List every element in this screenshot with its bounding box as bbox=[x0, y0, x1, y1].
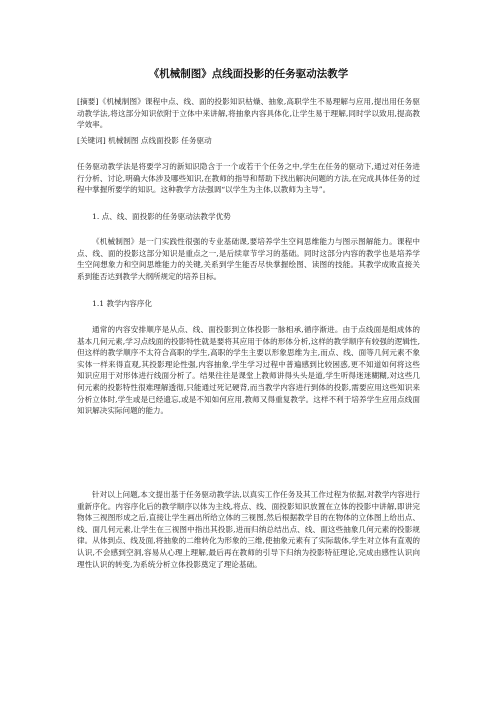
abstract: [摘要]《机械制图》课程中点、线、面的投影知识枯燥、抽象,高职学生不易理解与应用,提出用任务驱动教学法,将这部分知识依附于立体中来讲解,将抽象内容具体化,让学生易于理解,同时学以致用,提高教学效率。 bbox=[77, 97, 420, 130]
document-title: 《机械制图》点线面投影的任务驱动法教学 bbox=[148, 68, 349, 80]
section-paragraph: 《机械制图》是一门实践性很强的专业基础课,要培养学生空间思维能力与图示图解能力。课程中点、线、面的投影这部分知识是重点之一,是后续章节学习的基础。同时这部分内容的教学也是培养学生空间想象力和空间思维能力的关键,关系到学生能否尽快掌握绘图、读图的技能。其教学成败直接关系到能否达到教学大纲所规定的培养目标。 bbox=[77, 237, 420, 281]
subsection-heading: 1.1 教学内容序化 bbox=[92, 299, 153, 308]
subsection-paragraph-2: 针对以上问题,本文提出基于任务驱动教学法,以真实工作任务及其工作过程为依据,对教学内容进行重新序化。内容序化后的教学顺序以体为主线,将点、线、面投影知识放置在立体的投影中讲解,即讲完物体三视图形成之后,直接让学生画出所给立体的三视图,然后根据教学目的在物体的立体图上给出点、线、面几何元素,让学生在三视图中指出其投影,进而归纳总结出点、线、面这些抽象几何元素的投影规律。从体到点、线及面,将抽象的二维转化为形象的三维,使抽象元素有了实际载体,学生对立体有直观的认识,不会感到空洞,容易从心理上理解,最后再在教师的引导下归纳为投影特征理论,完成由感性认识向理性认识的转变,为系统分析立体投影奠定了理论基础。 bbox=[77, 490, 420, 569]
keywords: [关键词] 机械制图 点线面投影 任务驱动 bbox=[77, 136, 212, 145]
subsection-paragraph-1: 通常的内容安排顺序是从点、线、面投影到立体投影一脉相承,循序渐进。由于点线面是组成体的基本几何元素,学习点线面的投影特性就是要将其应用于体的形体分析,这样的教学顺序有较强的逻辑性,但这样的教学顺序不太符合高职的学生,高职的学生主要以形象思维为主,而点、线、面等几何元素不象实体一样来得直观,其投影理论性强,内容抽象,学生学习过程中普遍感到比较困惑,更不知道如何将这些知识应用于对形体进行线面分析了。结果往往是课堂上教师讲得头头是道,学生听得迷迷糊糊,对这些几何元素的投影特性很难理解透彻,只能通过死记硬背,而当教学内容进行到体的投影,需要应用这些知识来分析立体时,学生或是已经遗忘,或是不知如何应用,教师又得重复教学。这样不利于培养学生应用点线面知识解决实际问题的能力。 bbox=[77, 325, 420, 416]
section-heading: 1. 点、线、面投影的任务驱动法教学优势 bbox=[92, 212, 231, 221]
intro-paragraph: 任务驱动教学法是将要学习的新知识隐含于一个或若干个任务之中,学生在任务的驱动下,通过对任务进行分析、讨论,明确大体涉及哪些知识,在教师的指导和帮助下找出解决问题的方法,在完成具体任务的过程中掌握所要学的知识。这种教学方法强调“以学生为主体,以教师为主导”。 bbox=[77, 162, 420, 195]
